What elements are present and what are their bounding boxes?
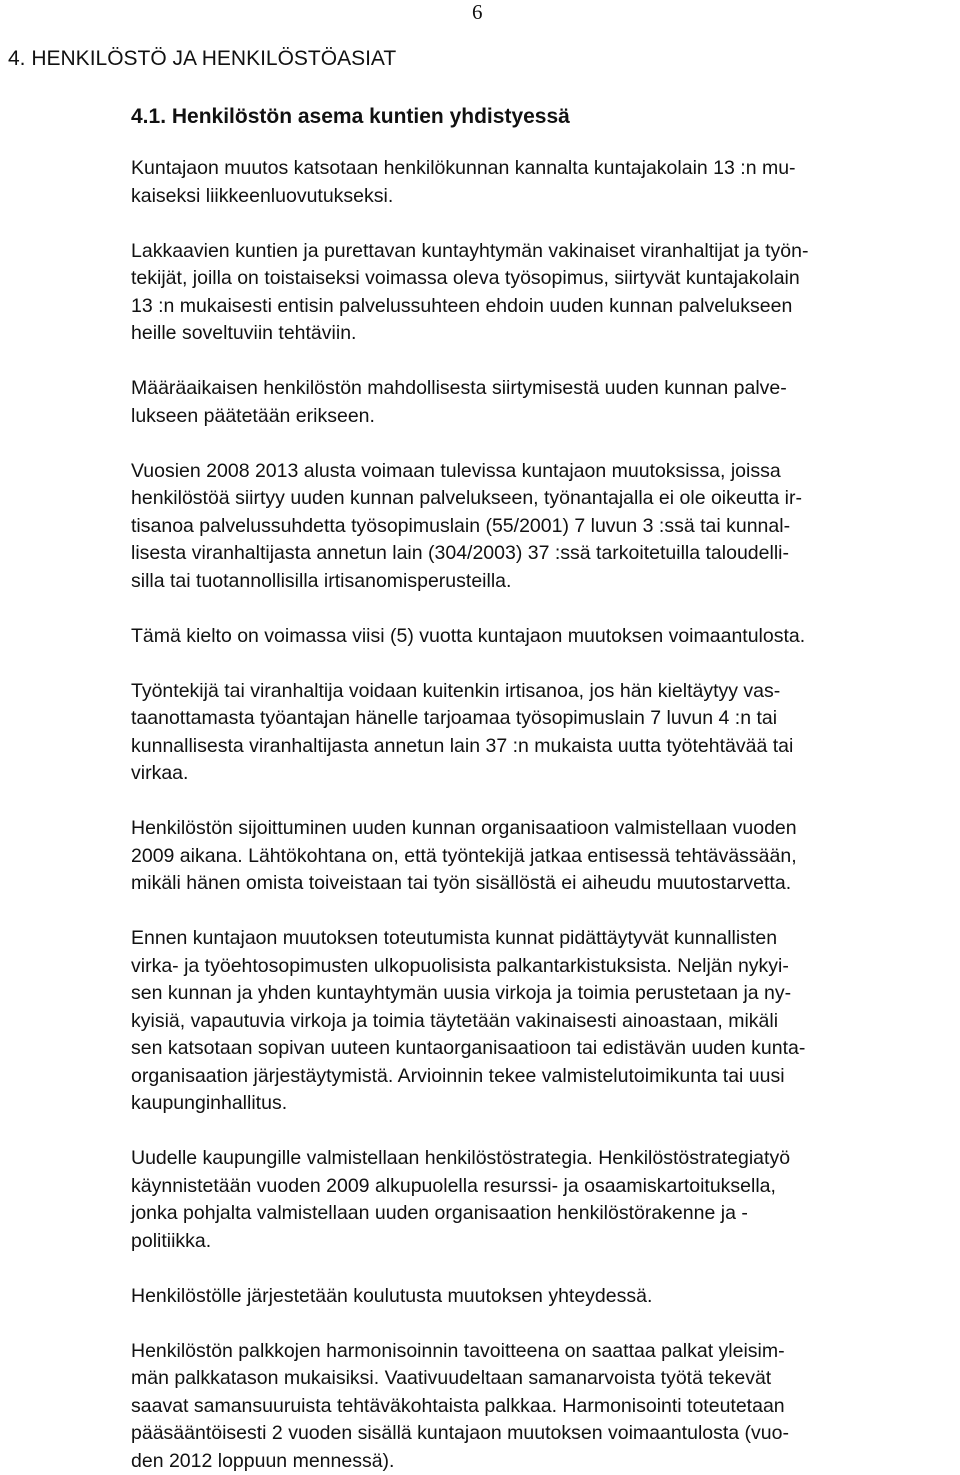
paragraph (131, 925, 941, 1118)
text-line: sen katsotaan sopivan uuteen kuntaorganisaatioon tai edistävän uuden kunta- (131, 1035, 941, 1063)
text-line: jonka pohjalta valmistellaan uuden organisaation henkilöstörakenne ja - (131, 1200, 941, 1228)
paragraph (131, 155, 941, 210)
paragraph (131, 678, 941, 788)
text-line: Vuosien 2008 2013 alusta voimaan tulevissa kuntajaon muutoksissa, joissa (131, 458, 941, 486)
text-line: heille soveltuviin tehtäviin. (131, 320, 941, 348)
text-line: kunnallisesta viranhaltijasta annetun lain 37 :n mukaista uutta työtehtävää tai (131, 733, 941, 761)
text-line: lukseen päätetään erikseen. (131, 403, 941, 431)
text-line: politiikka. (131, 1228, 941, 1256)
text-line: Uudelle kaupungille valmistellaan henkilöstöstrategia. Henkilöstöstrategiatyö (131, 1145, 941, 1173)
paragraph (131, 1145, 941, 1255)
text-line: tisanoa palvelussuhdetta työsopimuslain (55/2001) 7 luvun 3 :ssä tai kunnal- (131, 513, 941, 541)
page-number: 6 (472, 0, 483, 24)
text-line: 13 :n mukaisesti entisin palvelussuhteen ehdoin uuden kunnan palvelukseen (131, 293, 941, 321)
text-line: taanottamasta työantajan hänelle tarjoamaa työsopimuslain 7 luvun 4 :n tai (131, 705, 941, 733)
paragraph (131, 623, 941, 651)
text-line: Henkilöstön sijoittuminen uuden kunnan organisaatioon valmistellaan vuoden (131, 815, 941, 843)
text-line: Tämä kielto on voimassa viisi (5) vuotta kuntajaon muutoksen voimaantulosta. (131, 623, 941, 651)
text-line: 2009 aikana. Lähtökohtana on, että työntekijä jatkaa entisessä tehtävässään, (131, 843, 941, 871)
text-line: pääsääntöisesti 2 vuoden sisällä kuntajaon muutoksen voimaantulosta (vuo- (131, 1420, 941, 1448)
text-line: sen kunnan ja yhden kuntayhtymän uusia virkoja ja toimia perustetaan ja ny- (131, 980, 941, 1008)
text-line: lisesta viranhaltijasta annetun lain (304/2003) 37 :ssä tarkoitetuilla taloudelli- (131, 540, 941, 568)
text-line: män palkkatason mukaisiksi. Vaativuudeltaan samanarvoista työtä tekevät (131, 1365, 941, 1393)
text-line: henkilöstöä siirtyy uuden kunnan palvelukseen, työnantajalla ei ole oikeutta ir- (131, 485, 941, 513)
text-line: saavat samansuuruista tehtäväkohtaista palkkaa. Harmonisointi toteutetaan (131, 1393, 941, 1421)
paragraph (131, 815, 941, 898)
paragraph (131, 375, 941, 430)
text-line: Henkilöstön palkkojen harmonisoinnin tavoitteena on saattaa palkat yleisim- (131, 1338, 941, 1366)
text-line: virka- ja työehtosopimusten ulkopuolisista palkantarkistuksista. Neljän nykyi- (131, 953, 941, 981)
paragraph (131, 1338, 941, 1475)
text-line: virkaa. (131, 760, 941, 788)
text-line: Ennen kuntajaon muutoksen toteutumista kunnat pidättäytyvät kunnallisten (131, 925, 941, 953)
chapter-heading: 4. HENKILÖSTÖ JA HENKILÖSTÖASIAT (8, 44, 396, 74)
text-line: käynnistetään vuoden 2009 alkupuolella resurssi- ja osaamiskartoituksella, (131, 1173, 941, 1201)
paragraph (131, 458, 941, 596)
text-line: den 2012 loppuun mennessä). (131, 1448, 941, 1475)
text-line: kaiseksi liikkeenluovutukseksi. (131, 183, 941, 211)
text-line: kaupunginhallitus. (131, 1090, 941, 1118)
text-line: tekijät, joilla on toistaiseksi voimassa oleva työsopimus, siirtyvät kuntajakolain (131, 265, 941, 293)
section-heading: 4.1. Henkilöstön asema kuntien yhdistyessä (131, 102, 570, 132)
text-line: mikäli hänen omista toiveistaan tai työn sisällöstä ei aiheudu muutostarvetta. (131, 870, 941, 898)
text-line: Työntekijä tai viranhaltija voidaan kuitenkin irtisanoa, jos hän kieltäytyy vas- (131, 678, 941, 706)
text-line: kyisiä, vapautuvia virkoja ja toimia täytetään vakinaisesti ainoastaan, mikäli (131, 1008, 941, 1036)
text-line: Kuntajaon muutos katsotaan henkilökunnan kannalta kuntajakolain 13 :n mu- (131, 155, 941, 183)
text-line: Määräaikaisen henkilöstön mahdollisesta siirtymisestä uuden kunnan palve- (131, 375, 941, 403)
text-line: Lakkaavien kuntien ja purettavan kuntayhtymän vakinaiset viranhaltijat ja työn- (131, 238, 941, 266)
text-line: organisaation järjestäytymistä. Arvioinnin tekee valmistelutoimikunta tai uusi (131, 1063, 941, 1091)
paragraph (131, 1283, 941, 1311)
paragraph (131, 238, 941, 348)
text-line: Henkilöstölle järjestetään koulutusta muutoksen yhteydessä. (131, 1283, 941, 1311)
body-text (131, 155, 941, 1475)
text-line: silla tai tuotannollisilla irtisanomisperusteilla. (131, 568, 941, 596)
